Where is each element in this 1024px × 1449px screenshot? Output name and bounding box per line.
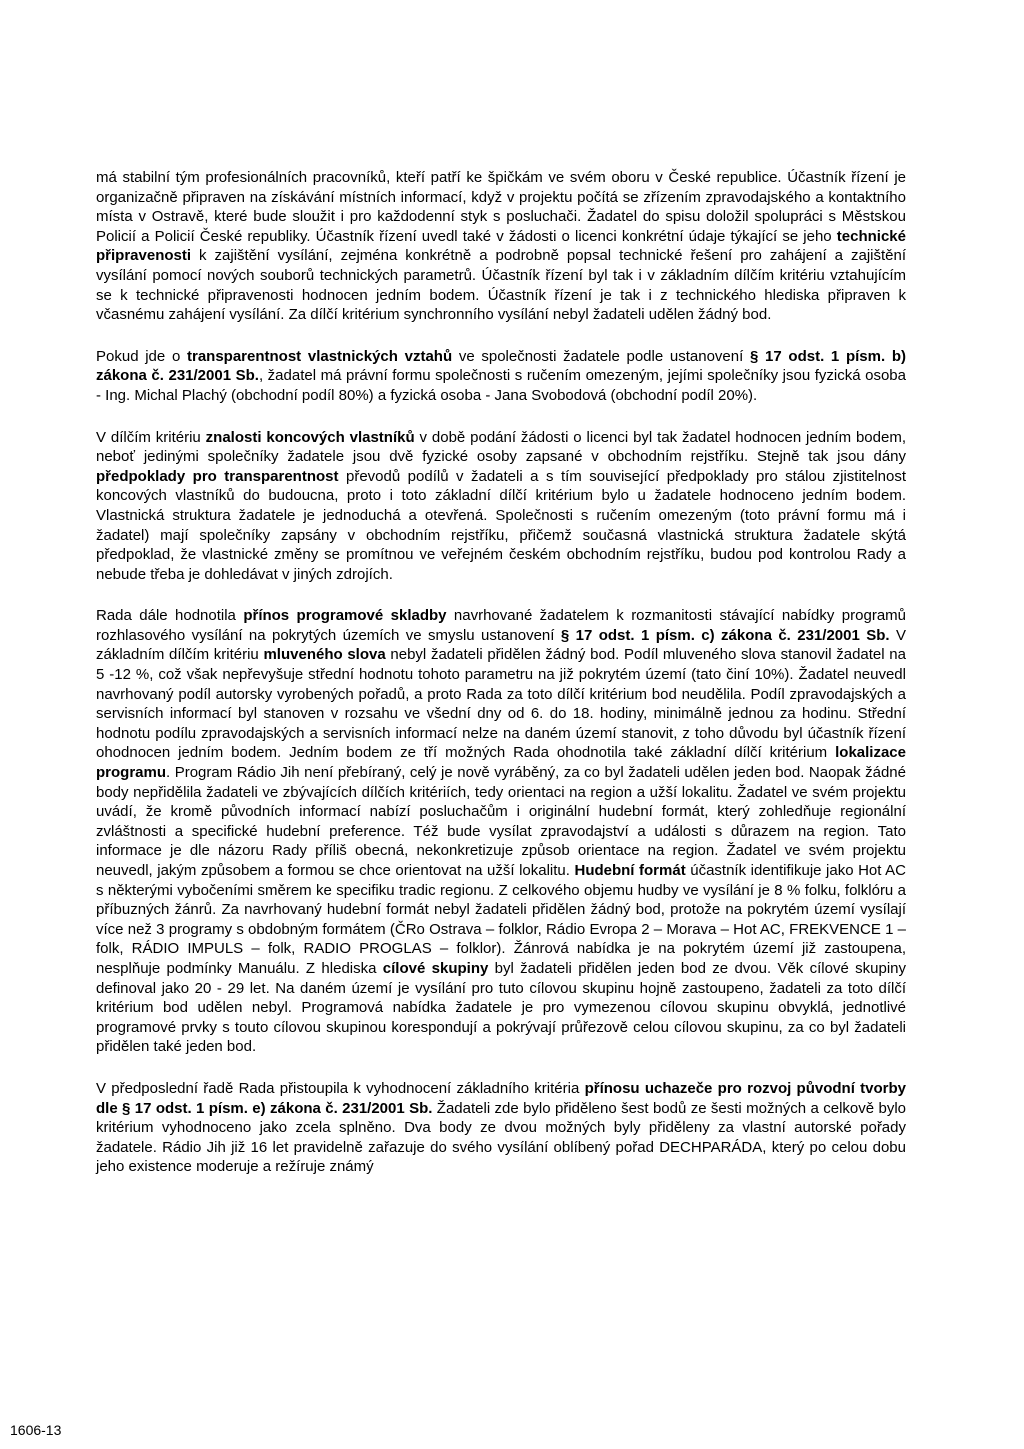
- bold-term: předpoklady pro transparentnost: [96, 467, 339, 485]
- page-footer-id: 1606-13: [10, 1422, 62, 1438]
- paragraph-4: [96, 606, 906, 1057]
- text-run: k zajištění vysílání, zejména konkrétně a podrobně popsal technické řešení pro zahájení a zajištění vysílání pomocí nových souborů technických parametrů. Účastník řízení byl tak i v základním dílčím kritériu vztahujícím se k technické připravenosti hodnocen jedním bodem. Účastník řízení je tak i z technického hlediska připraven k včasnému zahájení vysílání. Za dílčí kritérium synchronního vysílání nebyl žadateli udělen žádný bod.: [96, 247, 906, 324]
- text-run: má stabilní tým profesionálních pracovníků, kteří patří ke špičkám ve svém oboru v České republice. Účastník řízení je organizačně připraven na získávání místních informací, když v projektu počítá se zřízením zpravodajského a kontaktního místa v Ostravě, které bude sloužit i pro každodenní styk s posluchači. Žadatel do spisu doložil spolupráci s Městskou Policií a Policií České republiky. Účastník řízení uvedl také v žádosti o licenci konkrétní údaje týkající se jeho: [96, 169, 906, 245]
- bold-term: § 17 odst. 1 písm. c) zákona č. 231/2001 Sb.: [560, 626, 890, 644]
- bold-term: transparentnost vlastnických vztahů: [186, 347, 453, 365]
- text-run: . Program Rádio Jih není přebíraný, celý je nově vyráběný, za co byl žadateli udělen jeden bod. Naopak žádné body nepřidělila žadateli ve zbývajících dílčích kritériích, tedy orientaci na region a užší lokalitu. Žadatel ve svém projektu uvádí, že kromě původních informací nabízí posluchačům i originální hudební formát, který zohledňuje regionální zvláštnosti a specifické hudební preference. Též bude vysílat zpravodajství a události s důrazem na region. Tato informace je dle názoru Rady příliš obecná, nekonkretizuje způsob orientace na region. Žadatel ve svém projektu neuvedl, jakým způsobem a formou se chce orientovat na užší lokalitu.: [96, 764, 906, 879]
- text-run: nebyl žadateli přidělen žádný bod. Podíl mluveného slova stanovil žadatel na 5 -12 %, což však nepřevyšuje střední hodnotu tohoto parametru na již pokrytém území (tato činí 10%). Žadatel neuvedl navrhovaný podíl autorsky vyrobených pořadů, a proto Rada za toto dílčí kritérium bod neudělila. Podíl zpravodajských a servisních informací byl stanoven v rozsahu ve všední dny od 6. do 18. hodiny, minimálně jednou za hodinu. Střední hodnotu podílu zpravodajských a servisních informací nelze na daném území stanovit, z toho důvodu byl účastník řízení ohodnocen jedním bodem. Jedním bodem ze tří možných Rada ohodnotila také základní dílčí kritérium: [96, 646, 906, 762]
- paragraph-3: [96, 428, 906, 585]
- bold-term: § 17 odst. 1 písm. b) zákona č. 231/2001 Sb.: [96, 347, 906, 385]
- document-body: [96, 168, 906, 1199]
- bold-term: přínos programové skladby: [243, 607, 447, 625]
- text-run: Rada dále hodnotila: [96, 607, 244, 625]
- text-run: převodů podílů v žadateli a s tím související předpoklady pro stálou zjistitelnost koncových vlastníků do budoucna, proto i toto základní dílčí kritérium bylo u žadatele hodnoceno jedním bodem. Vlastnická struktura žadatele je jednoduchá a otevřená. Společnosti s ručením omezeným (toto právní formu má i žadatel) mají společníky zapsány v obchodním rejstříku, přičemž současná vlastnická struktura žadatele skýtá předpoklad, že vlastnické změny se promítnou ve veřejném českém obchodním rejstříku, budou pod kontrolou Rady a nebude třeba je dohledávat v jiných zdrojích.: [96, 467, 906, 583]
- text-run: Pokud jde o: [96, 347, 187, 365]
- text-run: V základním dílčím kritériu: [96, 626, 906, 664]
- paragraph-5: [96, 1079, 906, 1177]
- text-run: V dílčím kritériu: [96, 428, 206, 446]
- paragraph-2: [96, 347, 906, 406]
- bold-term: znalosti koncových vlastníků: [205, 428, 415, 446]
- text-run: navrhované žadatelem k rozmanitosti stávající nabídky programů rozhlasového vysílání na pokrytých územích ve smyslu ustanovení: [96, 607, 906, 644]
- bold-term: Hudební formát: [574, 862, 686, 879]
- paragraph-1: [96, 168, 906, 325]
- text-run: V předposlední řadě Rada přistoupila k vyhodnocení základního kritéria: [96, 1079, 585, 1097]
- bold-term: mluveného slova: [263, 646, 386, 664]
- text-run: byl žadateli přidělen jeden bod ze dvou. Věk cílové skupiny definoval jako 20 - 29 let. Na daném území je vysílání pro tuto cílovou skupinu hojně zastoupeno, žadateli za toto dílčí kritérium bod udělen nebyl. Programová nabídka žadatele je pro vymezenou cílovou skupinu obvyklá, jednotlivé programové prvky s touto cílovou skupinou korespondují a pokrývají průřezově celou cílovou skupinu, za co byl žadateli přidělen také jeden bod.: [96, 959, 907, 1056]
- text-run: ve společnosti žadatele podle ustanovení: [452, 347, 750, 365]
- text-run: v době podání žádosti o licenci byl tak žadatel hodnocen jedním bodem, neboť jedinými společníky žadatele jsou dvě fyzické osoby zapsané v obchodním rejstříku. Stejně tak jsou dány: [96, 428, 906, 466]
- bold-term: lokalizace programu: [96, 744, 906, 782]
- text-run: Žadateli zde bylo přiděleno šest bodů ze šesti možných a celkově bylo kritérium vyhodnoceno jako zcela splněno. Dva body ze dvou možných byly přiděleny za vlastní autorské pořady žadatele. Rádio Jih již 16 let pravidelně zařazuje do svého vysílání oblíbený pořad DECHPARÁDA, který po celou dobu jeho existence moderuje a režíruje známý: [96, 1099, 906, 1176]
- bold-term: přínosu uchazeče pro rozvoj původní tvorby dle § 17 odst. 1 písm. e) zákona č. 231/2001 Sb.: [96, 1079, 907, 1117]
- text-run: , žadatel má právní formu společnosti s ručením omezeným, jejími společníky jsou fyzická osoba - Ing. Michal Plachý (obchodní podíl 80%) a fyzická osoba - Jana Svobodová (obchodní podíl 20%).: [96, 367, 906, 404]
- bold-term: cílové skupiny: [382, 959, 489, 977]
- bold-term: technické připravenosti: [96, 227, 906, 265]
- text-run: účastník identifikuje jako Hot AC s některými vybočeními směrem ke specifiku tradic regionu. Z celkového objemu hudby ve vysílání je 8 % folku, folklóru a příbuzných žánrů. Za navrhovaný hudební formát nebyl žadateli přidělen žádný bod, protože na pokrytém území vysílají více než 3 programy s obdobným formátem (ČRo Ostrava – folklor, Rádio Evropa 2 – Morava – Hot AC, FREKVENCE 1 – folk, RÁDIO IMPULS – folk, RADIO PROGLAS – folklor). Žánrová nabídka je na pokrytém území již zastoupena, nesplňuje podmínky Manuálu. Z hlediska: [96, 862, 906, 977]
